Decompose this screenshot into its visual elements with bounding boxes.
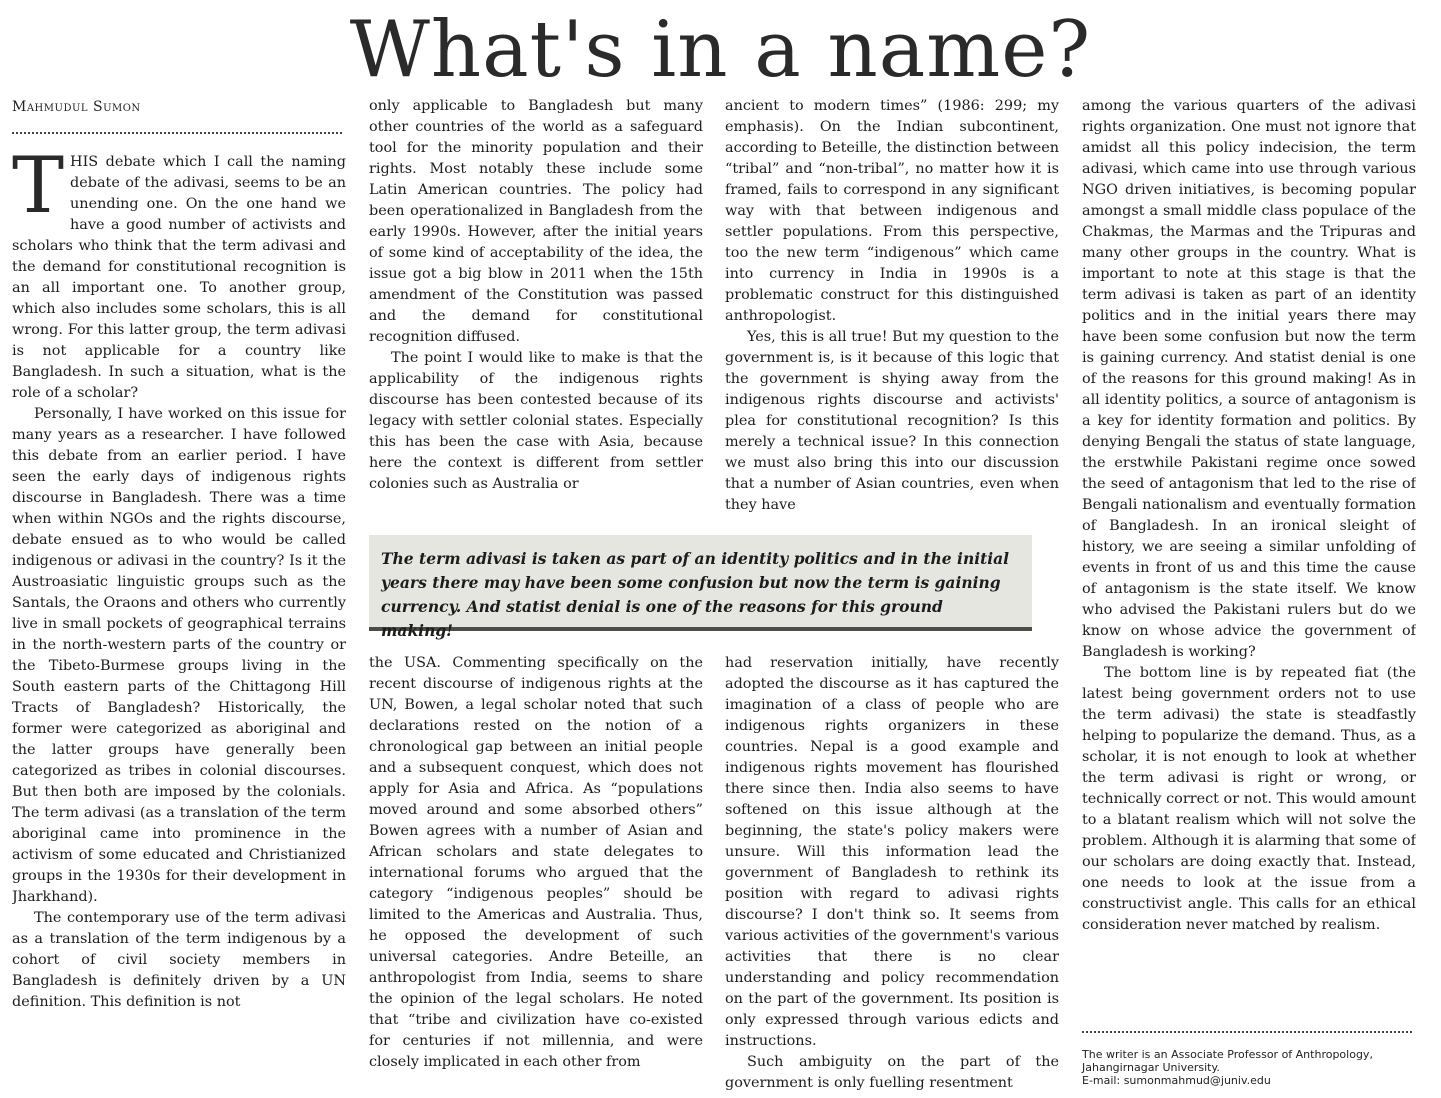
article-column-1	[12, 152, 346, 1098]
paragraph: The point I would like to make is that the applicability of the indigenous rights discourse has been contested because of its legacy with settler colonial states. Especially this has been the case with Asia, because here the context is different from settler colonies such as Australia or	[369, 350, 703, 492]
paragraph: The contemporary use of the term adivasi as a translation of the term indigenous by a cohort of civil society members in Bangladesh is definitely driven by a UN definition. This definition is not	[12, 910, 346, 1010]
paragraph: Such ambiguity on the part of the government is only fuelling resentment	[725, 1054, 1059, 1091]
article-column-3-bottom	[725, 653, 1059, 1098]
paragraph: had reservation initially, have recently adopted the discourse as it has captured the imagination of a class of people who are indigenous rights organizers in these countries. Nepal is a good example and indigenous rights movement has flourished there since then. India also seems to have softened on this issue although at the beginning, the state's policy makers were unsure. Will this information lead the government of Bangladesh to rethink its position with regard to adivasi rights discourse? I don't think so. It seems from various activities of the government's various activities that there is no clear understanding and policy recommendation on the part of the government. Its position is only expressed through various edicts and instructions.	[725, 655, 1059, 1049]
author-note	[1082, 1048, 1427, 1087]
article-column-3-top	[725, 96, 1059, 518]
paragraph: The bottom line is by repeated fiat (the latest being government orders not to use the term adivasi) the state is steadfastly helping to popularize the demand. Thus, as a scholar, it is not enough to look at whether the term adivasi is right or wrong, or technically correct or not. This would amount to a blatant realism which will not solve the problem. Although it is alarming that some of our scholars are doing exactly that. Instead, one needs to look at the issue from a constructivist angle. This calls for an ethical consideration never matched by realism.	[1082, 665, 1416, 933]
paragraph: ancient to modern times” (1986: 299; my emphasis). On the Indian subcontinent, according to Beteille, the distinction between “tribal” and “non-tribal”, no matter how it is framed, fails to correspond in any significant way with that between indigenous and settler populations. From this perspective, too the new term “indigenous” which came into currency in India in 1990s is a problematic construct for this distinguished anthropologist.	[725, 98, 1059, 324]
paragraph: only applicable to Bangladesh but many other countries of the world as a safeguard tool for the minority population and their rights. Most notably these include some Latin American countries. The policy had been operationalized in Bangladesh from the early 1990s. However, after the initial years of some kind of acceptability of the idea, the issue got a big blow in 2011 when the 15th amendment of the Constitution was passed and the demand for constitutional recognition diffused.	[369, 98, 703, 345]
article-column-2-bottom	[369, 653, 703, 1098]
paragraph: Personally, I have worked on this issue for many years as a researcher. I have followed this debate from an earlier period. I have seen the early days of indigenous rights discourse in Bangladesh. There was a time when within NGOs and the rights discourse, debate ensued as to who would be called indigenous or adivasi in the country? Is it the Austroasiatic linguistic groups such as the Santals, the Oraons and others who currently live in small pockets of geographical terrains in the north-western parts of the country or the Tibeto-Burmese groups living in the South eastern parts of the Chittagong Hill Tracts of Bangladesh? Historically, the former were categorized as aboriginal and the latter groups have generally been categorized as tribes in colonial discourses. But then both are imposed by the colonials. The term adivasi (as a translation of the term aboriginal came into prominence in the activism of some educated and Christianized groups in the 1930s for their development in Jharkhand).	[12, 406, 346, 905]
drop-cap: T	[12, 152, 65, 231]
author-note-line: The writer is an Associate Professor of Anthropology,	[1082, 1048, 1373, 1061]
paragraph: among the various quarters of the adivasi rights organization. One must not ignore that amidst all this policy indecision, the term adivasi, which came into use through various NGO driven initiatives, is becoming popular amongst a small middle class populace of the Chakmas, the Marmas and the Tripuras and many other groups in the country. What is important to note at this stage is that the term adivasi is taken as part of an identity politics and in the initial years there may have been some confusion but now the term is gaining currency. And statist denial is one of the reasons for this ground making! As in all identity politics, a source of antagonism is a key for identity formation and politics. By denying Bengali the status of state language, the erstwhile Pakistani regime once sowed the seed of antagonism that led to the rise of Bengali nationalism and eventually formation of Bangladesh. In an ironical sleight of history, we are seeing a similar unfolding of events in front of us and this time the cause of antagonism is the state itself. We know who advised the Pakistani rulers but do we know on whose advice the government of Bangladesh is working?	[1082, 98, 1416, 660]
pull-quote-text: The term adivasi is taken as part of an identity politics and in the initial years there may have been some confusion but now the term is gaining currency. And statist denial is one of the reasons for this ground making!	[381, 549, 1010, 640]
byline: Mahmudul Sumon	[12, 99, 141, 115]
paragraph: Yes, this is all true! But my question to the government is, is it because of this logic that the government is shying away from the indigenous rights discourse and activists' plea for constitutional recognition? Is this merely a technical issue? In this connection we must also bring this into our discussion that a number of Asian countries, even when they have	[725, 329, 1059, 513]
paragraph-text: HIS debate which I call the naming debate of the adivasi, seems to be an unending one. On the one hand we have a good number of activists and scholars who think that the term adivasi and the demand for constitutional recognition is an all important one. To another group, which also includes some scholars, this is all wrong. For this latter group, the term adivasi is not applicable for a country like Bangladesh. In such a situation, what is the role of a scholar?	[12, 154, 346, 401]
article-column-2-top	[369, 96, 703, 518]
author-note-line: Jahangirnagar University.	[1082, 1061, 1220, 1074]
paragraph: the USA. Commenting specifically on the recent discourse of indigenous rights at the UN, Bowen, a legal scholar noted that such declarations rested on the notion of a chronological gap between an initial people and a subsequent conquest, which does not apply for Asia and Africa. As “populations moved around and some absorbed others” Bowen agrees with a number of Asian and African scholars and state delegates to international forums who argued that the category “indigenous peoples” should be limited to the Americas and Australia. Thus, he opposed the development of such universal categories. Andre Beteille, an anthropologist from India, seems to share the opinion of the legal scholars. He noted that “tribe and civilization have co-existed for centuries if not millennia, and were closely implicated in each other from	[369, 655, 703, 1070]
pull-quote	[369, 535, 1032, 640]
headline: What's in a name?	[349, 5, 1092, 95]
footnote-divider	[1082, 1031, 1412, 1033]
byline-divider	[12, 132, 342, 134]
paragraph	[12, 152, 346, 404]
author-email: E-mail: sumonmahmud@juniv.edu	[1082, 1074, 1271, 1087]
article-column-4	[1082, 96, 1416, 1022]
